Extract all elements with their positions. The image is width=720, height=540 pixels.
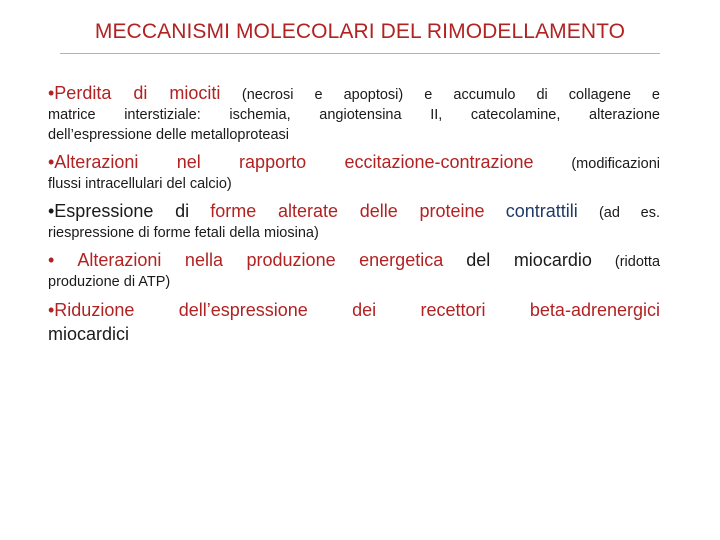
bullet-item-4	[48, 249, 660, 292]
bullet-item-5-lead: •Riduzione dell’espressione dei recettori beta-adrenergici	[48, 300, 660, 320]
bullet-item-4-highlight-red: Alterazioni nella produzione energetica	[77, 250, 444, 270]
bullet-item-1-lead: •Perdita di miociti	[48, 83, 221, 103]
title-divider	[60, 53, 660, 54]
bullet-item-1-line-2: matrice interstiziale: ischemia, angiotensina II, catecolamine, alterazione	[48, 107, 660, 123]
bullet-item-1-line-1	[48, 82, 660, 105]
bullet-list	[48, 82, 660, 352]
bullet-item-1-rest-1: (necrosi e apoptosi) e accumulo di collagene e	[241, 87, 660, 103]
bullet-item-1-line-3: dell’espressione delle metalloproteasi	[48, 127, 289, 143]
bullet-item-4-prefix: •	[48, 250, 55, 270]
bullet-item-2	[48, 151, 660, 194]
bullet-item-3-line-1	[48, 200, 660, 223]
bullet-item-2-rest-1: (modificazioni	[571, 156, 660, 172]
bullet-item-3-highlight-navy: contrattili	[505, 201, 578, 221]
bullet-item-5	[48, 298, 660, 346]
bullet-item-5-line-2: miocardici	[48, 324, 130, 344]
bullet-item-2-line-2: flussi intracellulari del calcio)	[48, 176, 232, 192]
bullet-item-2-lead: •Alterazioni nel rapporto eccitazione-contrazione	[48, 152, 534, 172]
bullet-item-3	[48, 200, 660, 243]
bullet-item-4-plain: del miocardio	[466, 250, 592, 270]
bullet-item-3-prefix: •Espressione di	[48, 201, 190, 221]
bullet-item-4-rest-1: (ridotta	[614, 254, 661, 270]
bullet-item-3-line-2: riespressione di forme fetali della miosina)	[48, 225, 319, 241]
bullet-item-2-line-1	[48, 151, 660, 174]
bullet-item-4-line-1	[48, 249, 660, 272]
slide-title: MECCANISMI MOLECOLARI DEL RIMODELLAMENTO	[94, 20, 626, 43]
bullet-item-4-line-2: produzione di ATP)	[48, 274, 171, 290]
bullet-item-3-highlight-red: forme alterate delle proteine	[210, 201, 485, 221]
bullet-item-3-rest-1: (ad es.	[598, 205, 660, 221]
bullet-item-1	[48, 82, 660, 145]
